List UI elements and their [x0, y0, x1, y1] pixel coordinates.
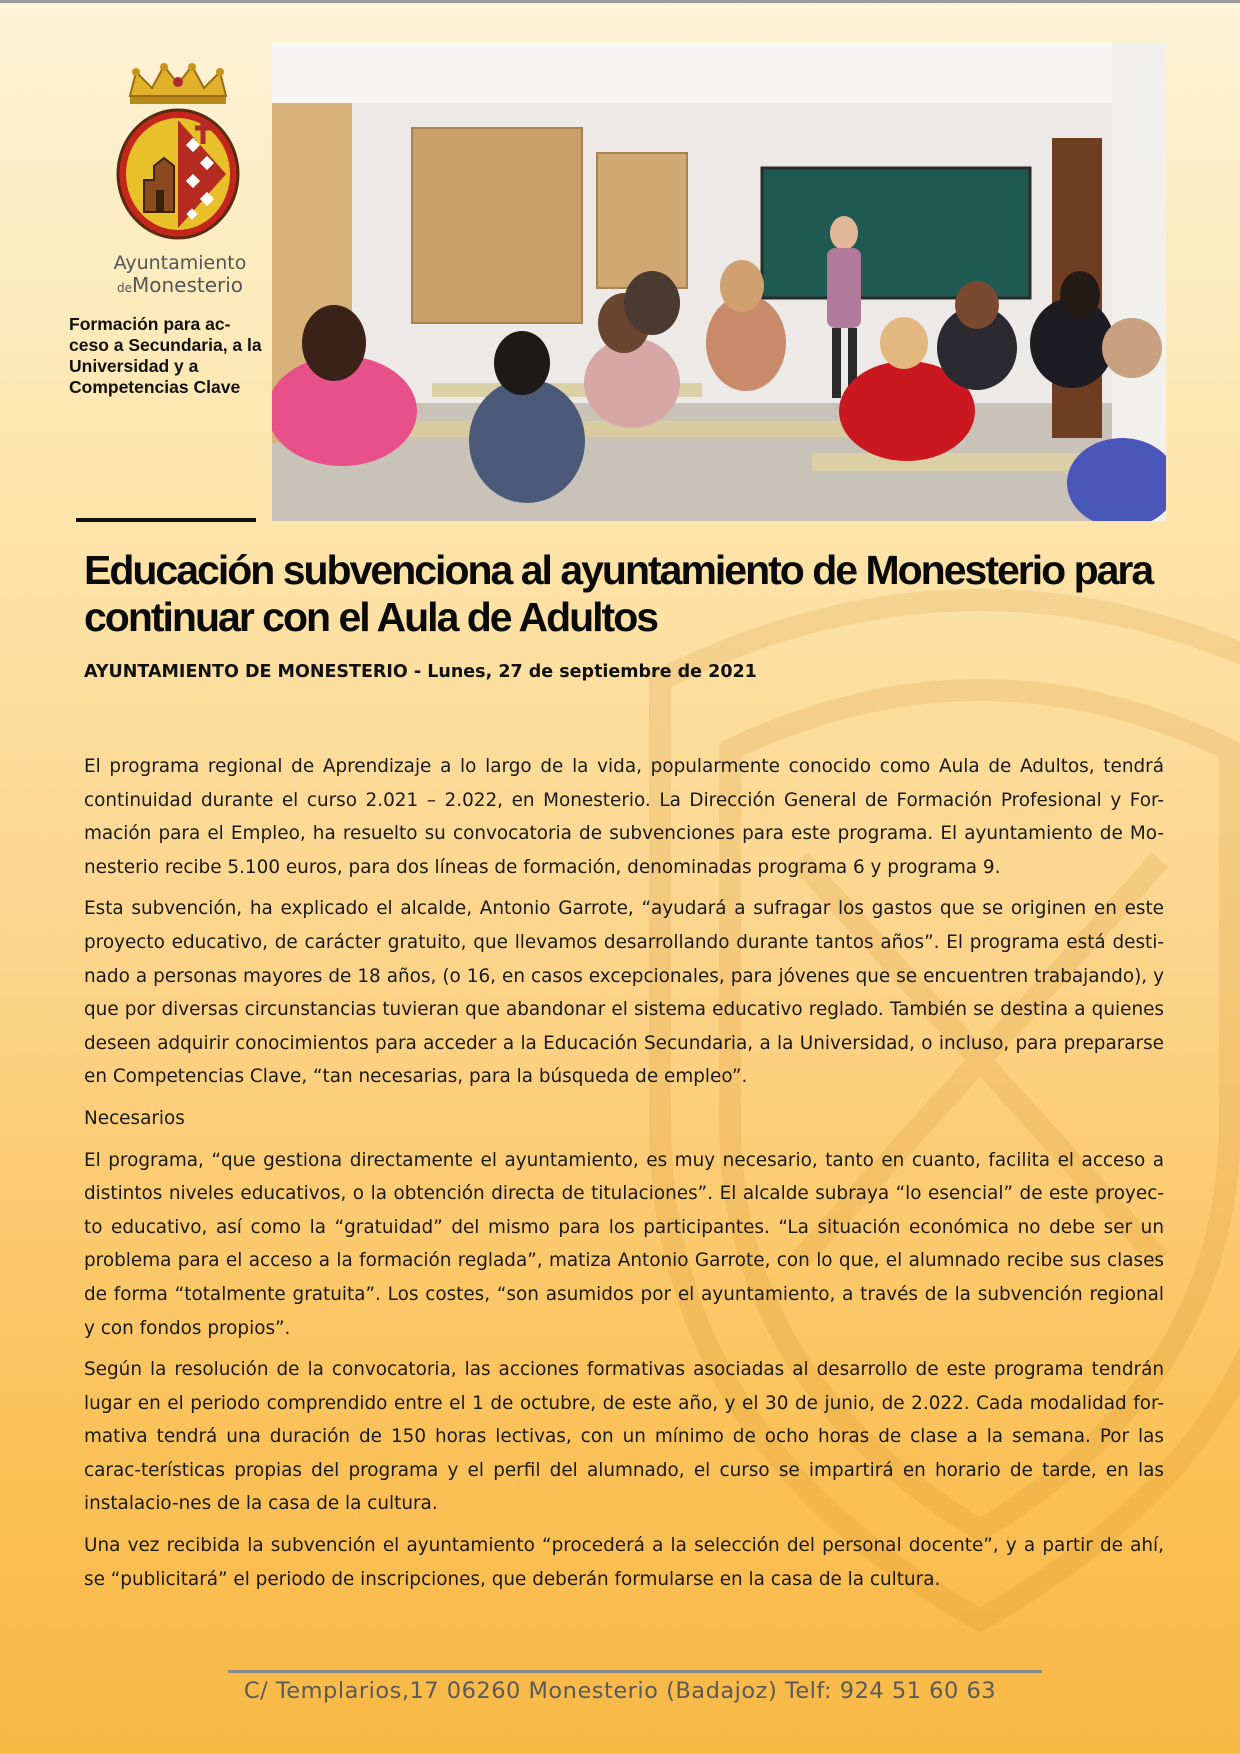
top-border [0, 0, 1240, 3]
sidebar-caption: Formación para ac-ceso a Secundaria, a la Universidad y a Competencias Clave [69, 314, 262, 397]
article-paragraph: Según la resolución de la convocatoria, las acciones formativas asociadas al desarrollo de este programa tendrán lugar en el periodo comprendido entre el 1 de octubre, de este año, y el 30 de junio, de 2.022. Cada modalidad for-mativa tendrá una duración de 150 horas lectivas, con un mínimo de ocho horas de clase a la semana. Por las carac-terísticas propias del programa y el perfil del alumnado, el curso se impartirá en horario de tarde, en las instalacio-nes de la casa de la cultura. [84, 1359, 1164, 1515]
footer-address: C/ Templarios,17 06260 Monesterio (Badajoz) Telf: 924 51 60 63 [243, 1678, 997, 1704]
headline: Educación subvenciona al ayuntamiento de Monesterio para continuar con el Aula de Adultos [84, 547, 1153, 640]
sidebar-divider [76, 518, 256, 522]
org-name-line1: Ayuntamiento [113, 252, 247, 274]
dateline: AYUNTAMIENTO DE MONESTERIO - Lunes, 27 de septiembre de 2021 [84, 662, 757, 682]
article-paragraph: Una vez recibida la subvención el ayuntamiento “procederá a la selección del personal docente”, y a partir de ahí, se “publicitará” el periodo de inscripciones, que deberán formularse en la casa de la cultura. [84, 1535, 1164, 1590]
article-paragraph: El programa regional de Aprendizaje a lo largo de la vida, popularmente conocido como Aula de Adultos, tendrá continuidad durante el curso 2.021 – 2.022, en Monesterio. La Dirección General de Formación Profesional y For-mación para el Empleo, ha resuelto su convocatoria de subvenciones para este programa. El ayuntamiento de Mo-nesterio recibe 5.100 euros, para dos líneas de formación, denominadas programa 6 y programa 9. [84, 756, 1164, 878]
article-paragraph: Esta subvención, ha explicado el alcalde, Antonio Garrote, “ayudará a sufragar los gastos que se originen en este proyecto educativo, de carácter gratuito, que llevamos desarrollando durante tantos años”. El programa está desti-nado a personas mayores de 18 años, (o 16, en casos excepcionales, para jóvenes que se encuentren trabajando), y que por diversas circunstancias tuvieran que abandonar el sistema educativo reglado. También se destina a quienes deseen adquirir conocimientos para acceder a la Educación Secundaria, a la Universidad, o incluso, para prepararse en Competencias Clave, “tan necesarias, para la búsqueda de empleo”. [84, 898, 1164, 1088]
classroom-photo [272, 43, 1166, 521]
article-body [84, 750, 1164, 1604]
footer-divider [228, 1670, 1042, 1673]
org-name-prefix: de [116, 281, 132, 295]
ayuntamiento-crest-logo [108, 62, 248, 252]
article-subheading: Necesarios [84, 1107, 185, 1129]
org-name-line2: Monesterio [131, 273, 244, 297]
org-name [100, 254, 260, 295]
article-paragraph: El programa, “que gestiona directamente el ayuntamiento, es muy necesario, tanto en cuanto, facilita el acceso a distintos niveles educativos, o la obtención directa de titulaciones”. El alcalde subraya “lo esencial” de este proyec-to educativo, así como la “gratuidad” del mismo para los participantes. “La situación económica no debe ser un problema para el acceso a la formación reglada”, matiza Antonio Garrote, con lo que, el alumnado recibe sus clases de forma “totalmente gratuita”. Los costes, “son asumidos por el ayuntamiento, a través de la subvención regional y con fondos propios”. [84, 1149, 1164, 1339]
